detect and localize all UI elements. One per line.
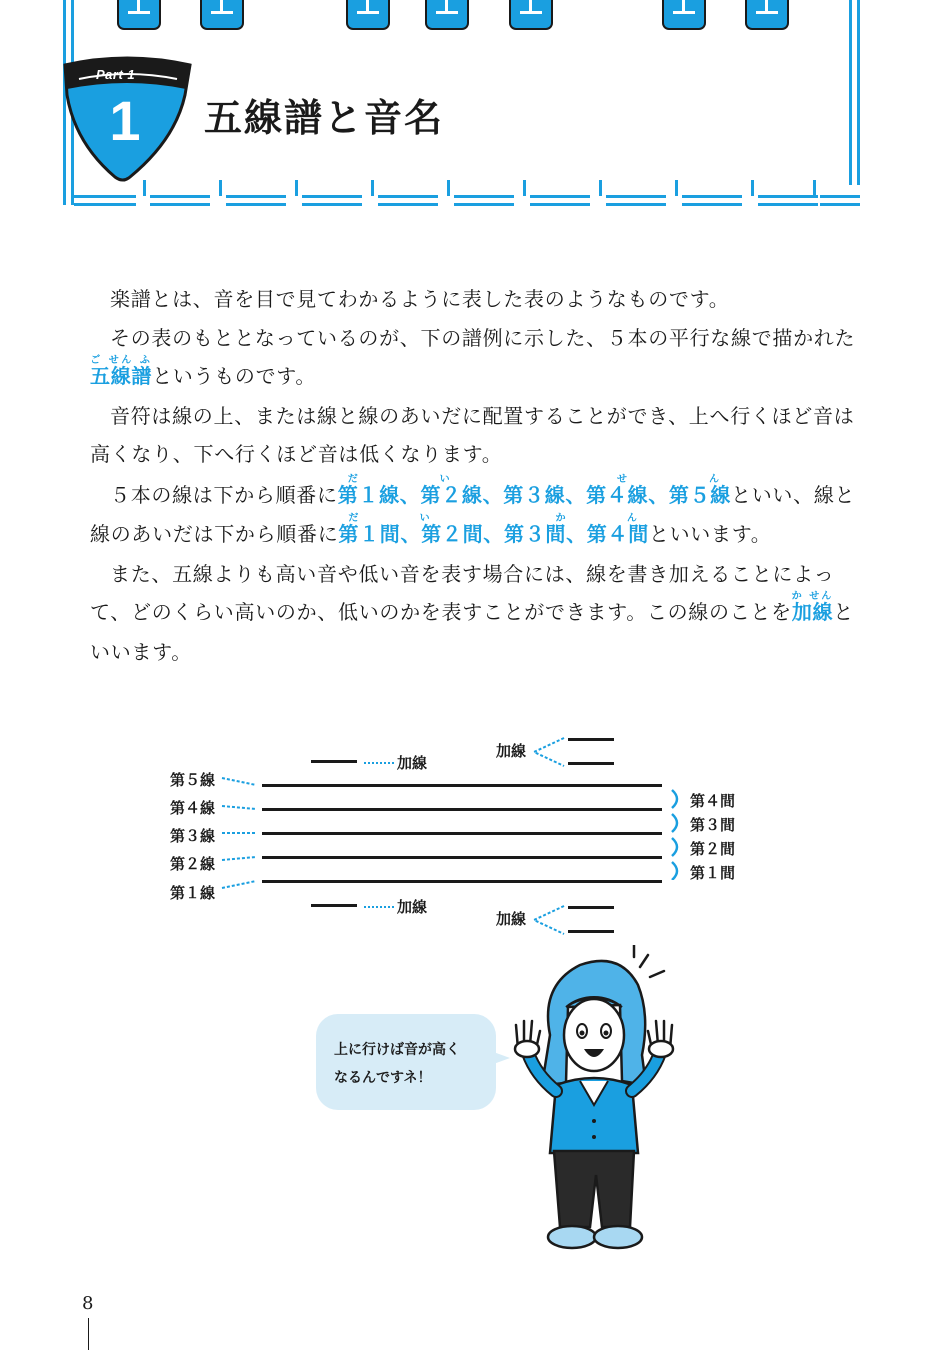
staff-line-2 (262, 856, 662, 859)
staff-line-4 (262, 808, 662, 811)
ledger-line-upper-right (568, 738, 614, 741)
part-label: Part 1 (96, 67, 136, 82)
margin-rule (88, 1318, 89, 1350)
paragraph: また、五線よりも高い音や低い音を表す場合には、線を書き加えることによって、どのくらい高いのか、低いのかを表すことができます。この線のことを加線か せんといいます。 (90, 561, 854, 664)
ledger-line-lower-right (568, 906, 614, 909)
space-label-3: 第３間 (690, 816, 736, 834)
paragraph: ５本の線は下から順番に第１線、第２線、第３線、第４線、第５線だい せんといい、線と線のあいだは下から順番に第１間、第２間、第３間、第４間だい かんといいます。 (90, 473, 856, 546)
chapter-number: 1 (109, 89, 141, 152)
line-label-leaders (220, 770, 260, 896)
frame-right-outer (849, 0, 852, 185)
speech-bubble-text: 上に行けば音が高く なるんですネ！ (334, 1042, 460, 1086)
ledger-label: 加線 (397, 754, 428, 772)
space-label-2: 第２間 (690, 840, 736, 858)
ledger-line-lower-right (568, 930, 614, 933)
binder-tab (346, 0, 390, 30)
ledger-label: 加線 (496, 910, 527, 928)
page-number: 8 (82, 1293, 94, 1314)
paragraph: 楽譜とは、音を目で見てわかるように表した表のようなものです。 (110, 287, 730, 311)
page-title: 五線譜と音名 (204, 96, 445, 140)
frame-right-inner (857, 0, 860, 185)
binder-tab (662, 0, 706, 30)
ledger-label: 加線 (397, 898, 428, 916)
line-label-2: 第２線 (170, 855, 216, 873)
line-label-4: 第４線 (170, 799, 216, 817)
leader-dots (364, 906, 394, 908)
body-text (90, 280, 860, 671)
paragraph: 音符は線の上、または線と線のあいだに配置することができ、上へ行くほど音は高くなり、下へ行くほど音は低くなります。 (90, 403, 855, 466)
term-kasen: 加線か せん (791, 591, 834, 624)
character-illustration (510, 945, 680, 1255)
space-label-1: 第１間 (690, 864, 736, 882)
ledger-line-above (311, 760, 357, 763)
term-gosenfu: 五線譜ご せん ふ (90, 355, 153, 388)
binder-tab (117, 0, 161, 30)
paragraph: その表のもととなっているのが、下の譜例に示した、５本の平行な線で描かれた五線譜ご せん ふというものです。 (90, 325, 856, 388)
bracket-arrow-icon (530, 734, 566, 770)
bracket-arrow-icon (530, 902, 566, 938)
line-label-3: 第３線 (170, 827, 216, 845)
staff-line-1 (262, 880, 662, 883)
staff-line-3 (262, 832, 662, 835)
binder-tab (509, 0, 553, 30)
ledger-line-upper-right (568, 762, 614, 765)
line-label-1: 第１線 (170, 884, 216, 902)
staff-line-5 (262, 784, 662, 787)
term-lines: 第１線、第２線、第３線、第４線、第５線だい せん (337, 473, 732, 507)
line-label-5: 第５線 (170, 771, 216, 789)
binder-tab (200, 0, 244, 30)
space-brackets (668, 788, 688, 880)
term-spaces: 第１間、第２間、第３間、第４間だい かん (338, 513, 649, 546)
leader-dots (364, 762, 394, 764)
ledger-label: 加線 (496, 742, 527, 760)
binder-tab (425, 0, 469, 30)
ledger-line-below (311, 904, 357, 907)
binder-tab (745, 0, 789, 30)
space-label-4: 第４間 (690, 792, 736, 810)
